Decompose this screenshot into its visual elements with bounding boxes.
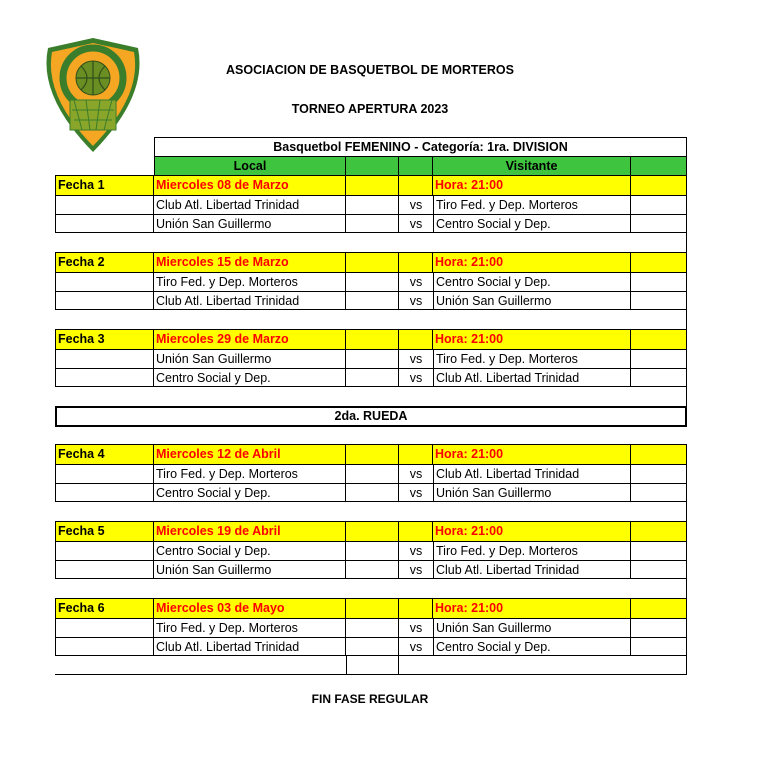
match-spacer [631,618,687,637]
match-row [55,483,687,502]
match-spacer [631,214,687,233]
vs-label: vs [399,195,433,214]
header-row [55,156,687,175]
fecha-date: Miercoles 15 de Marzo [154,253,346,272]
vs-label: vs [399,349,433,368]
second-round-row [55,406,687,425]
match-row [55,464,687,483]
spacer-row [55,387,687,406]
fecha-label: Fecha 3 [55,330,154,349]
visitante-team: Centro Social y Dep. [433,272,631,291]
match-spacer [346,560,399,579]
match-spacer [346,464,399,483]
match-row [55,291,687,310]
fecha-spacer [399,176,433,195]
fecha-spacer [399,522,433,541]
second-round-label: 2da. RUEDA [55,406,687,427]
match-spacer [346,637,399,656]
spacer-row [55,579,687,598]
match-row [55,637,687,656]
closing-row [55,656,687,675]
fecha-hora: Hora: 21:00 [433,522,631,541]
match-spacer [55,483,154,502]
category-label: Basquetbol FEMENINO - Categoría: 1ra. DIVISION [154,137,687,156]
match-spacer [631,464,687,483]
match-spacer [346,483,399,502]
match-spacer [346,541,399,560]
match-spacer [55,349,154,368]
match-spacer [631,483,687,502]
fecha-spacer [631,253,687,272]
fecha-date: Miercoles 19 de Abril [154,522,346,541]
match-row [55,272,687,291]
spacer-cell [631,233,687,252]
fecha-spacer [346,445,399,464]
fecha-hora: Hora: 21:00 [433,176,631,195]
match-row [55,349,687,368]
local-team: Club Atl. Libertad Trinidad [154,637,346,656]
fecha-spacer [399,599,433,618]
vs-label: vs [399,483,433,502]
local-team: Club Atl. Libertad Trinidad [154,291,346,310]
fecha-spacer [346,522,399,541]
fecha-hora: Hora: 21:00 [433,599,631,618]
match-spacer [631,195,687,214]
header-spacer [346,156,399,175]
vs-label: vs [399,560,433,579]
match-spacer [631,560,687,579]
fecha-row [55,329,687,349]
visitante-team: Club Atl. Libertad Trinidad [433,560,631,579]
visitante-team: Centro Social y Dep. [433,637,631,656]
match-spacer [55,464,154,483]
local-team: Unión San Guillermo [154,560,346,579]
fixture-table [55,137,687,675]
fecha-row [55,252,687,272]
vs-label: vs [399,368,433,387]
spacer-row [55,310,687,329]
visitante-team: Unión San Guillermo [433,291,631,310]
match-row [55,618,687,637]
match-spacer [631,541,687,560]
match-row [55,560,687,579]
fecha-date: Miercoles 08 de Marzo [154,176,346,195]
organization-title: ASOCIACION DE BASQUETBOL DE MORTEROS [226,63,514,77]
fecha-spacer [631,522,687,541]
fecha-spacer [346,176,399,195]
fecha-spacer [399,445,433,464]
vs-label: vs [399,618,433,637]
fecha-label: Fecha 2 [55,253,154,272]
fecha-spacer [399,330,433,349]
match-spacer [346,195,399,214]
fecha-spacer [346,330,399,349]
match-spacer [631,368,687,387]
header-spacer [631,156,687,175]
fecha-spacer [631,445,687,464]
visitante-team: Tiro Fed. y Dep. Morteros [433,349,631,368]
local-team: Centro Social y Dep. [154,541,346,560]
fecha-spacer [631,599,687,618]
match-spacer [631,349,687,368]
local-team: Centro Social y Dep. [154,483,346,502]
visitante-team: Unión San Guillermo [433,483,631,502]
fecha-spacer [631,176,687,195]
fecha-spacer [631,330,687,349]
fecha-row [55,175,687,195]
match-spacer [55,272,154,291]
visitante-team: Tiro Fed. y Dep. Morteros [433,541,631,560]
fecha-row [55,444,687,464]
visitante-team: Centro Social y Dep. [433,214,631,233]
match-spacer [631,637,687,656]
visitante-team: Club Atl. Libertad Trinidad [433,368,631,387]
match-spacer [346,368,399,387]
fecha-spacer [346,599,399,618]
spacer-row [55,233,687,252]
spacer-row [55,502,687,521]
tournament-title: TORNEO APERTURA 2023 [291,102,449,116]
match-spacer [631,291,687,310]
closing-line [55,656,687,675]
fecha-label: Fecha 1 [55,176,154,195]
vs-label: vs [399,214,433,233]
match-row [55,214,687,233]
match-row [55,195,687,214]
match-spacer [55,195,154,214]
visitante-team: Unión San Guillermo [433,618,631,637]
fecha-label: Fecha 6 [55,599,154,618]
category-row [55,137,687,156]
footer-text: FIN FASE REGULAR [311,692,429,706]
fecha-spacer [346,253,399,272]
match-spacer [55,560,154,579]
local-team: Centro Social y Dep. [154,368,346,387]
match-spacer [346,291,399,310]
fecha-row [55,598,687,618]
match-spacer [55,214,154,233]
fecha-hora: Hora: 21:00 [433,330,631,349]
fecha-row [55,521,687,541]
fixture-body [55,175,687,675]
match-spacer [55,368,154,387]
spacer-cell [631,310,687,329]
local-team: Tiro Fed. y Dep. Morteros [154,618,346,637]
vs-label: vs [399,637,433,656]
match-spacer [55,541,154,560]
match-spacer [55,637,154,656]
match-row [55,541,687,560]
local-team: Unión San Guillermo [154,349,346,368]
match-spacer [346,618,399,637]
fecha-spacer [399,253,433,272]
fecha-hora: Hora: 21:00 [433,253,631,272]
match-spacer [346,214,399,233]
fecha-label: Fecha 4 [55,445,154,464]
match-spacer [346,272,399,291]
visitante-header: Visitante [433,156,631,175]
vs-label: vs [399,272,433,291]
vs-label: vs [399,541,433,560]
header-spacer [399,156,433,175]
fecha-date: Miercoles 29 de Marzo [154,330,346,349]
match-spacer [346,349,399,368]
spacer-cell [631,502,687,521]
local-team: Club Atl. Libertad Trinidad [154,195,346,214]
local-header: Local [154,156,346,175]
local-team: Tiro Fed. y Dep. Morteros [154,272,346,291]
fecha-hora: Hora: 21:00 [433,445,631,464]
spacer-row [55,425,687,444]
local-team: Unión San Guillermo [154,214,346,233]
match-spacer [631,272,687,291]
fecha-date: Miercoles 12 de Abril [154,445,346,464]
visitante-team: Tiro Fed. y Dep. Morteros [433,195,631,214]
match-spacer [55,618,154,637]
local-team: Tiro Fed. y Dep. Morteros [154,464,346,483]
vs-label: vs [399,291,433,310]
fecha-date: Miercoles 03 de Mayo [154,599,346,618]
match-spacer [55,291,154,310]
fecha-label: Fecha 5 [55,522,154,541]
spacer-cell [631,579,687,598]
visitante-team: Club Atl. Libertad Trinidad [433,464,631,483]
vs-label: vs [399,464,433,483]
match-row [55,368,687,387]
spacer-cell [631,387,687,406]
